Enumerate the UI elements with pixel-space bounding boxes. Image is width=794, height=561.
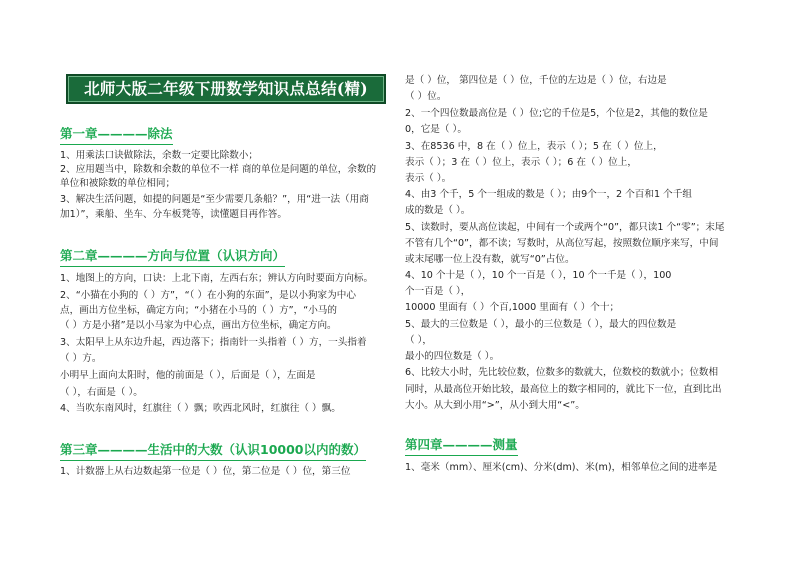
- right-line-21: 大小。从大到小用“>”，从小到大用“<”。: [405, 400, 585, 411]
- ch2-line-9: 4、当吹东南风时，红旗往（ ）飘；吹西北风时，红旗往（ ）飘。: [60, 403, 341, 414]
- ch1-line-2: 2、应用题当中，除数和余数的单位不一样 商的单位是问题的单位，余数的: [60, 164, 377, 175]
- right-line-10: 5、读数时，要从高位读起，中间有一个或两个“0”，都只读1 个“零”；末尾: [405, 222, 725, 233]
- chapter-3-heading: 第三章————生活中的大数（认识10000以内的数）: [60, 440, 366, 461]
- ch2-line-7: 小明早上面向太阳时，他的前面是（ ），后面是（ ），左面是: [60, 370, 316, 381]
- ch2-line-2: 2、“小猫在小狗的（ ）方”，“（ ）在小狗的东面”，是以小狗家为中心: [60, 290, 356, 301]
- right-line-17: （ ），: [405, 335, 433, 346]
- right-line-11: 不管有几个“0”，都不读；写数时，从高位写起，按照数位顺序来写，中间: [405, 238, 719, 249]
- right-line-19: 6、比较大小时，先比较位数，位数多的数就大，位数校的数就小；位数相: [405, 367, 719, 378]
- right-line-2: （ ）位。: [405, 91, 447, 102]
- ch1-line-5: 加1）”，乘船、坐车、分车板凳等，读懂题目再作答。: [60, 209, 287, 220]
- right-line-3: 2、一个四位数最高位是（ ）位;它的千位是5，个位是2，其他的数位是: [405, 108, 708, 119]
- right-line-18: 最小的四位数是（ ）。: [405, 351, 500, 362]
- right-line-16: 5、最大的三位数是（ ），最小的三位数是（ ），最大的四位数是: [405, 319, 677, 330]
- ch1-line-4: 3、解决生活问题，如提的问题是“至少需要几条船？”，用“进一法（用商: [60, 194, 369, 205]
- ch2-line-6: （ ）方。: [60, 353, 102, 364]
- ch3-line-1: 1、计数器上从右边数起第一位是（ ）位，第二位是（ ）位，第三位: [60, 466, 351, 477]
- right-line-12: 或末尾哪一位上没有数，就写“0”占位。: [405, 254, 575, 265]
- ch1-line-3: 单位和被除数的单位相同；: [60, 178, 176, 189]
- ch4-line-1: 1、毫米（mm）、厘米(cm)、分米(dm)、米(m)，相邻单位之间的进率是: [405, 462, 718, 473]
- right-line-13: 4、10 个十是（ ），10 个一百是（ ），10 个一千是（ ），100: [405, 270, 672, 281]
- chapter-2-heading: 第二章————方向与位置（认识方向）: [60, 246, 285, 267]
- right-line-5: 3、在8536 中，8 在（ ）位上，表示（ ）；5 在（ ）位上，: [405, 141, 663, 152]
- right-line-6: 表示（ ）；3 在（ ）位上，表示（ ）；6 在（ ）位上，: [405, 157, 637, 168]
- right-line-4: 0，它是（ ）。: [405, 124, 467, 135]
- right-line-14: 个一百是（ ），: [405, 286, 471, 297]
- right-line-8: 4、由3 个千，5 个一组成的数是（ ）；由9个一，2 个百和1 个千组: [405, 189, 692, 200]
- ch2-line-1: 1、地图上的方向，口诀：上北下南，左西右东；辨认方向时要面方向标。: [60, 273, 374, 284]
- ch2-line-5: 3、太阳早上从东边升起，西边落下；指南针一头指着（ ）方，一头指着: [60, 337, 367, 348]
- document-title: 北师大版二年级下册数学知识点总结(精): [66, 74, 386, 104]
- ch2-line-4: （ ）方是小猪”是以小马家为中心点，画出方位坐标，确定方向。: [60, 320, 337, 331]
- ch2-line-8: （ ），右面是（ ）。: [60, 387, 143, 398]
- right-line-1: 是（ ）位， 第四位是（ ）位，千位的左边是（ ）位，右边是: [405, 75, 667, 86]
- ch2-line-3: 点，画出方位坐标，确定方向；“小猪在小马的（ ）方”，“小马的: [60, 305, 337, 316]
- ch1-line-1: 1、用乘法口诀做除法，余数一定要比除数小；: [60, 150, 258, 161]
- chapter-4-heading: 第四章————测量: [405, 435, 518, 456]
- right-line-9: 成的数是（ ）。: [405, 205, 471, 216]
- chapter-1-heading: 第一章————除法: [60, 124, 173, 145]
- right-line-7: 表示（ ）。: [405, 173, 452, 184]
- right-line-20: 同时，从最高位开始比较，最高位上的数字相同的，就比下一位，直到比出: [405, 384, 722, 395]
- right-line-15: 10000 里面有（ ）个百,1000 里面有（ ）个十；: [405, 302, 620, 313]
